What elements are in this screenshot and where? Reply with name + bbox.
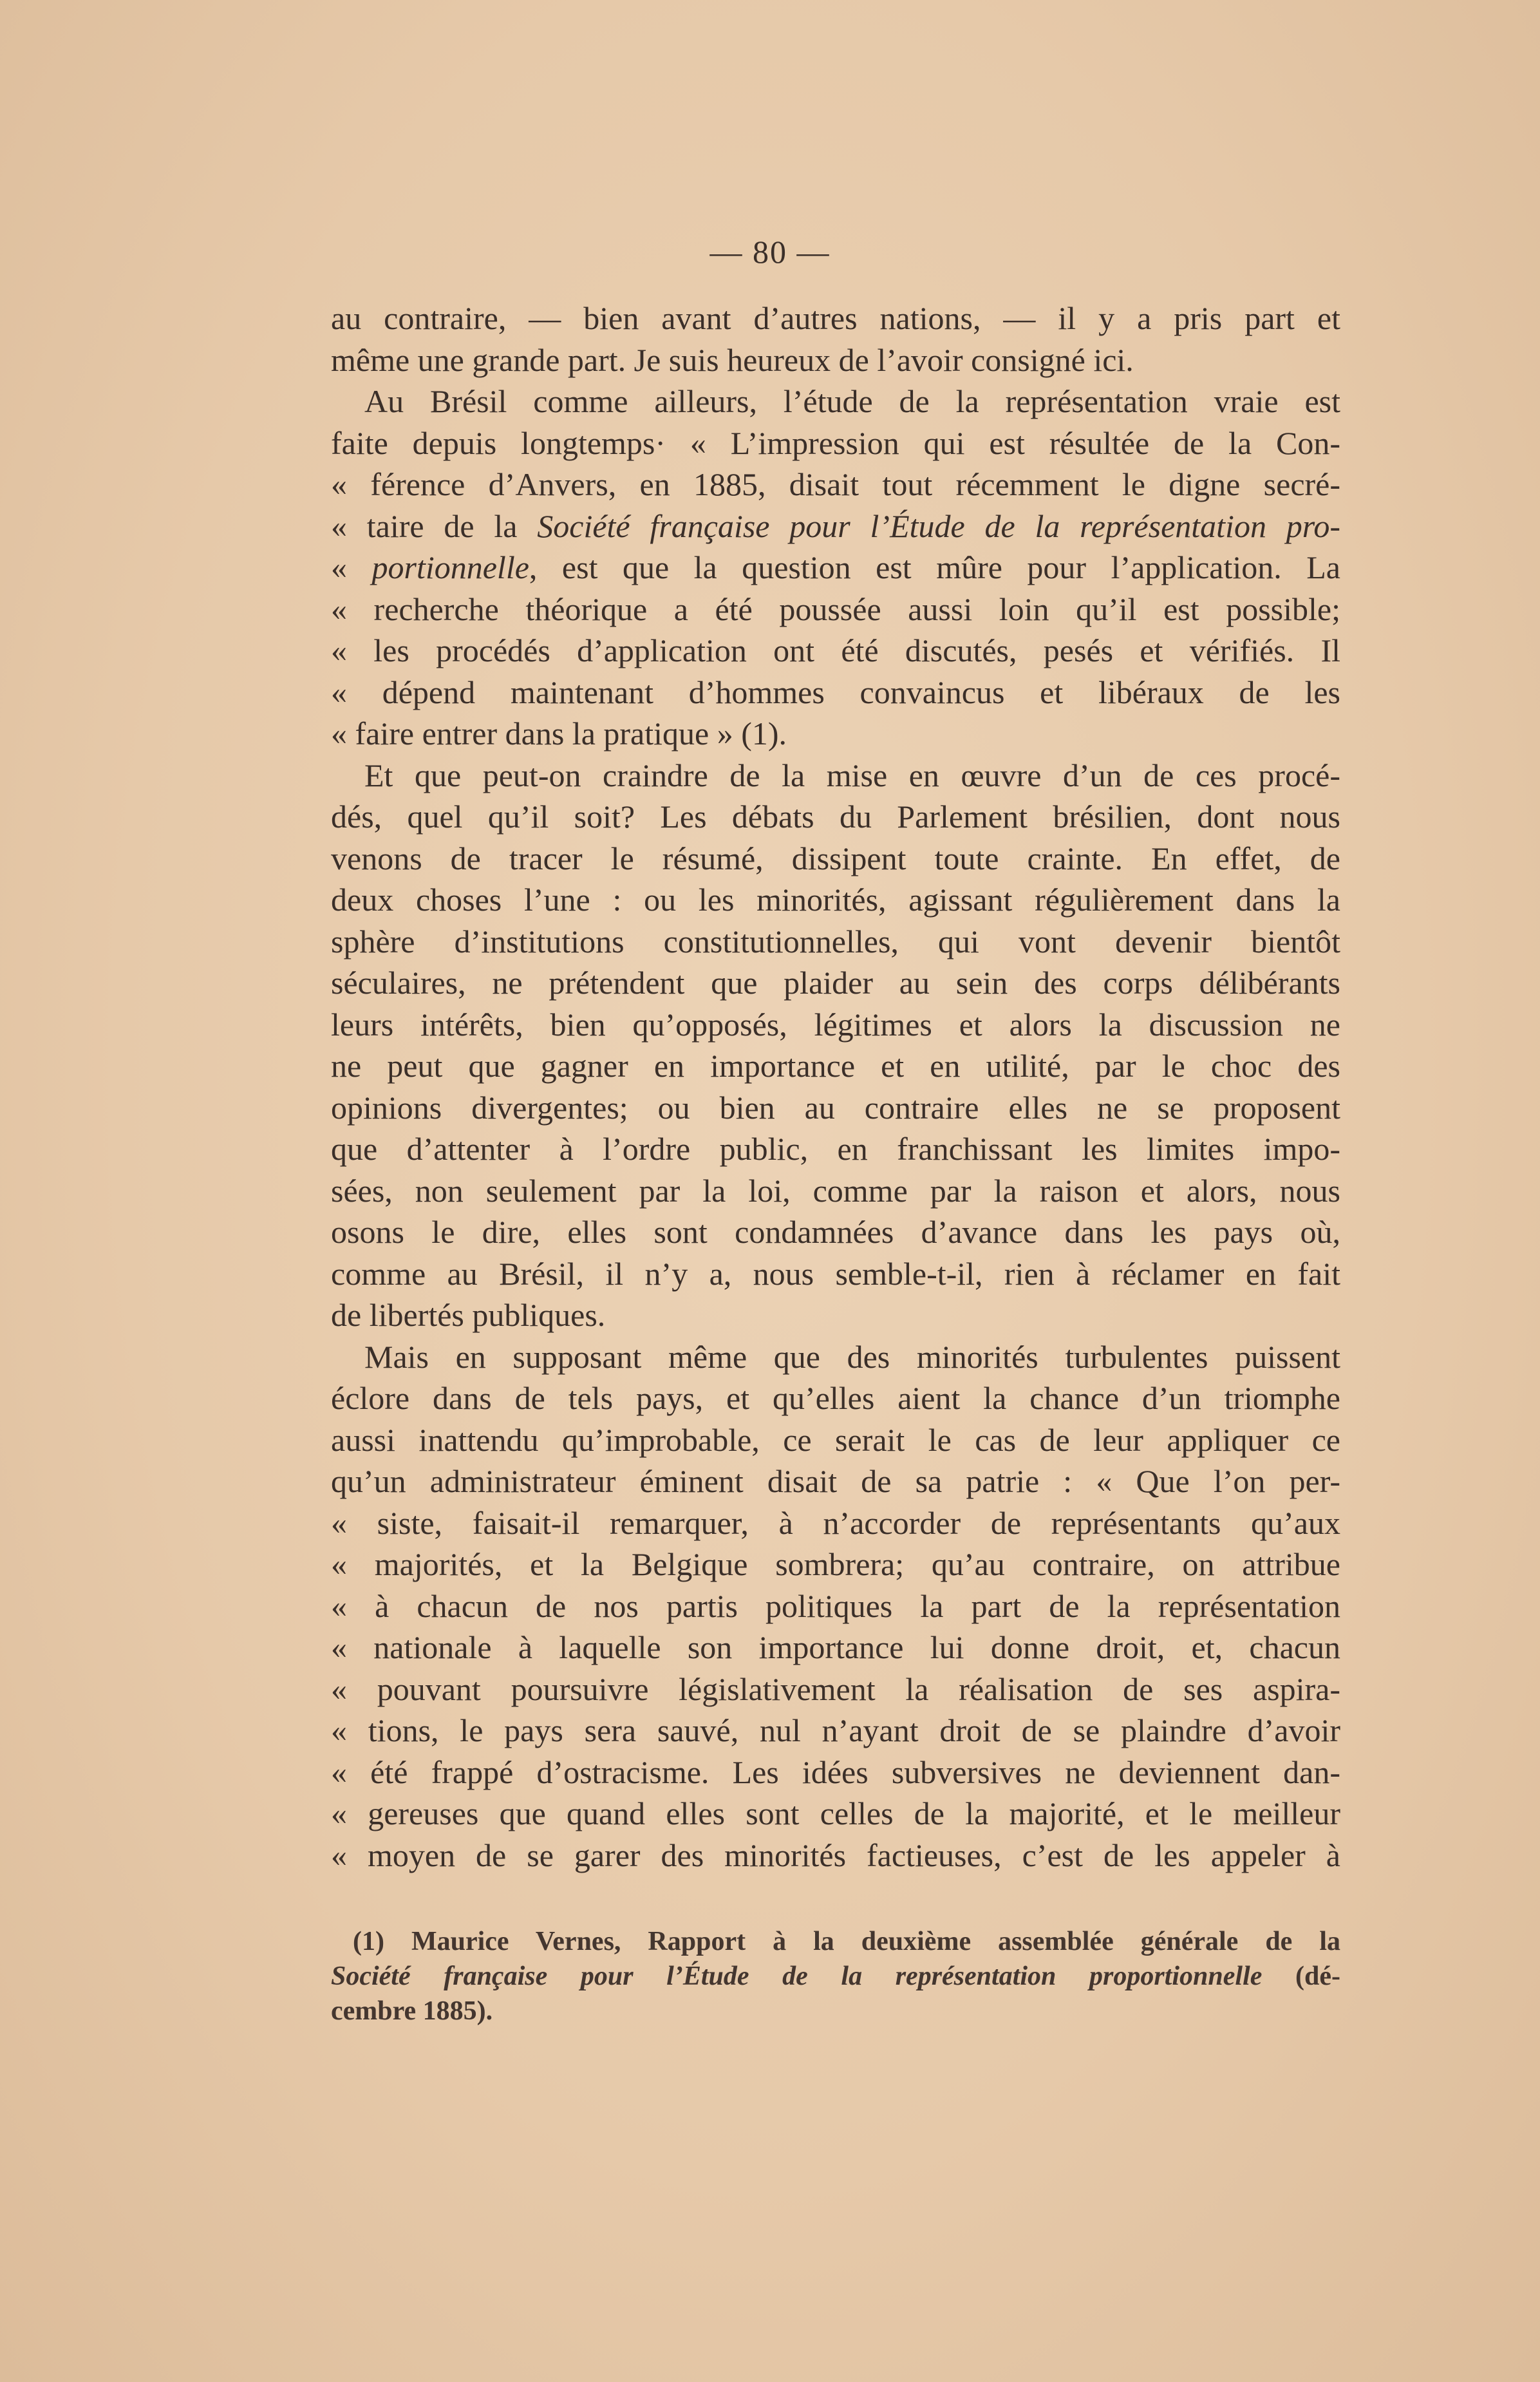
text-line <box>331 1294 1340 1336</box>
text-segment: venons de tracer le résumé, dissipent toute crainte. En effet, de <box>331 840 1340 876</box>
text-segment: Mais en supposant même que des minorités turbulentes puissent <box>364 1338 1340 1375</box>
text-line <box>331 1253 1340 1295</box>
text-segment: Au Brésil comme ailleurs, l’étude de la représentation vraie est <box>364 383 1340 419</box>
text-line <box>331 879 1340 921</box>
text-line <box>331 962 1340 1004</box>
text-segment: éclore dans de tels pays, et qu’elles aient la chance d’un triomphe <box>331 1380 1340 1416</box>
text-segment: « siste, faisait-il remarquer, à n’accorder de représentants qu’aux <box>331 1504 1340 1541</box>
footnote <box>331 1924 1340 2028</box>
text-line <box>331 838 1340 880</box>
footnote-line <box>331 1994 1340 2028</box>
text-segment: « nationale à laquelle son importance lui donne droit, et, chacun <box>331 1629 1340 1665</box>
text-line <box>331 755 1340 797</box>
text-segment: qu’un administrateur éminent disait de sa patrie : « Que l’on per- <box>331 1463 1340 1499</box>
text-line <box>331 1835 1340 1876</box>
text-segment: « moyen de se garer des minorités factieuses, c’est de les appeler à <box>331 1837 1340 1873</box>
text-line <box>331 298 1340 339</box>
text-segment: deux choses l’une : ou les minorités, agissant régulièrement dans la <box>331 882 1340 918</box>
footnote-line <box>331 1959 1340 1994</box>
text-line <box>331 1793 1340 1835</box>
text-segment: « tions, le pays sera sauvé, nul n’ayant droit de se plaindre d’avoir <box>331 1712 1340 1748</box>
text-line <box>331 464 1340 506</box>
text-line <box>331 1004 1340 1046</box>
text-line <box>331 713 1340 755</box>
text-line <box>331 1377 1340 1419</box>
text-segment: « les procédés d’application ont été discutés, pesés et vérifiés. Il <box>331 632 1340 668</box>
text-segment: comme au Brésil, il n’y a, nous semble-t-il, rien à réclamer en fait <box>331 1255 1340 1292</box>
text-segment: leurs intérêts, bien qu’opposés, légitimes et alors la discussion ne <box>331 1006 1340 1043</box>
italic-text: Société française pour l’Étude de la représentation proportionnelle <box>331 1961 1263 1991</box>
text-segment: , est que la question est mûre pour l’application. La <box>529 549 1340 585</box>
text-segment: Et que peut-on craindre de la mise en œuvre d’un de ces procé- <box>364 757 1340 793</box>
text-segment: « férence d’Anvers, en 1885, disait tout récemment le digne secré- <box>331 466 1340 502</box>
text-line <box>331 1668 1340 1710</box>
text-segment: cembre 1885). <box>331 1996 493 2026</box>
text-line <box>331 630 1340 672</box>
text-line <box>331 921 1340 963</box>
text-line <box>331 672 1340 714</box>
text-segment: dés, quel qu’il soit? Les débats du Parlement brésilien, dont nous <box>331 799 1340 835</box>
text-segment: séculaires, ne prétendent que plaider au sein des corps délibérants <box>331 965 1340 1001</box>
text-segment: « recherche théorique a été poussée aussi loin qu’il est possible; <box>331 591 1340 627</box>
text-line <box>331 1710 1340 1752</box>
italic-text: Société française pour l’Étude de la représentation pro- <box>537 507 1340 544</box>
text-line <box>331 796 1340 838</box>
text-line <box>331 1045 1340 1087</box>
text-segment: « <box>331 549 372 585</box>
text-line <box>331 1087 1340 1129</box>
text-line <box>331 1627 1340 1668</box>
text-line <box>331 339 1340 381</box>
text-line <box>331 589 1340 630</box>
text-segment: (dé- <box>1262 1961 1340 1991</box>
text-segment: sphère d’institutions constitutionnelles, qui vont devenir bientôt <box>331 923 1340 959</box>
text-segment: de libertés publiques. <box>331 1297 606 1333</box>
text-line <box>331 1128 1340 1170</box>
text-line <box>331 547 1340 589</box>
text-line <box>331 1419 1340 1461</box>
text-segment: « dépend maintenant d’hommes convaincus et libéraux de les <box>331 674 1340 710</box>
text-segment: que d’attenter à l’ordre public, en franchissant les limites impo- <box>331 1131 1340 1167</box>
text-line <box>331 506 1340 547</box>
text-segment: « taire de la <box>331 507 538 544</box>
text-segment: « majorités, et la Belgique sombrera; qu’au contraire, on attribue <box>331 1546 1340 1582</box>
text-segment: aussi inattendu qu’improbable, ce serait le cas de leur appliquer ce <box>331 1421 1340 1458</box>
page-number: — 80 — <box>709 234 831 270</box>
text-segment: (1) Maurice Vernes, Rapport à la deuxième assemblée générale de la <box>353 1927 1340 1956</box>
text-line <box>331 1585 1340 1627</box>
text-segment: même une grande part. Je suis heureux de l’avoir consigné ici. <box>331 341 1134 378</box>
italic-text: portionnelle <box>371 549 529 585</box>
text-segment: ne peut que gagner en importance et en utilité, par le choc des <box>331 1048 1340 1084</box>
text-segment: « faire entrer dans la pratique » (1). <box>331 715 787 751</box>
text-line <box>331 1502 1340 1544</box>
text-line <box>331 1460 1340 1502</box>
text-segment: au contraire, — bien avant d’autres nations, — il y a pris part et <box>331 300 1340 336</box>
text-segment: osons le dire, elles sont condamnées d’avance dans les pays où, <box>331 1214 1340 1250</box>
text-segment: « à chacun de nos partis politiques la part de la représentation <box>331 1587 1340 1624</box>
text-line <box>331 381 1340 422</box>
text-segment: « été frappé d’ostracisme. Les idées subversives ne deviennent dan- <box>331 1753 1340 1790</box>
text-segment: « pouvant poursuivre législativement la réalisation de ses aspira- <box>331 1670 1340 1707</box>
text-segment: faite depuis longtemps· « L’impression qui est résultée de la Con- <box>331 424 1340 461</box>
text-line <box>331 1336 1340 1378</box>
text-line <box>331 1211 1340 1253</box>
text-segment: « gereuses que quand elles sont celles de la majorité, et le meilleur <box>331 1795 1340 1831</box>
text-line <box>331 1544 1340 1585</box>
text-segment: opinions divergentes; ou bien au contraire elles ne se proposent <box>331 1089 1340 1126</box>
body-text <box>331 298 1340 1876</box>
text-segment: sées, non seulement par la loi, comme par la raison et alors, nous <box>331 1172 1340 1209</box>
text-line <box>331 422 1340 464</box>
footnote-line <box>331 1924 1340 1959</box>
text-line <box>331 1752 1340 1793</box>
text-line <box>331 1170 1340 1212</box>
